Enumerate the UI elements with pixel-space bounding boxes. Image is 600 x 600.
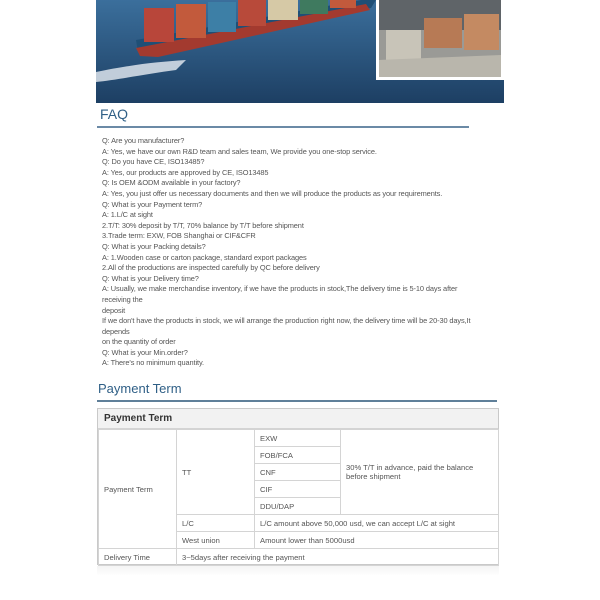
- faq-line: 3.Trade term: EXW, FOB Shanghai or CIF&CFR: [102, 231, 256, 241]
- tt-option: FOB/FCA: [255, 447, 341, 464]
- faq-line: A: There's no minimum quantity.: [102, 358, 204, 368]
- faq-line: on the quantity of order: [102, 337, 176, 347]
- tt-option: EXW: [255, 430, 341, 447]
- faq-line: A: 1.L/C at sight: [102, 210, 153, 220]
- lc-value: L/C amount above 50,000 usd, we can accept L/C at sight: [255, 515, 499, 532]
- faq-line: If we don't have the products in stock, we will arrange the production right now, the delivery time will be 20-30 days,It depends: [102, 316, 471, 336]
- faq-line: 2.T/T: 30% deposit by T/T, 70% balance by T/T before shipment: [102, 220, 304, 230]
- faq-line: Q: Is OEM &ODM available in your factory?: [102, 178, 241, 188]
- banner-image: [96, 0, 504, 103]
- faq-line: A: Yes, our products are approved by CE, ISO13485: [102, 167, 269, 177]
- faq-body: [102, 136, 472, 369]
- faq-line: A: Yes, we have our own R&D team and sales team, We provide you one-stop service.: [102, 146, 377, 156]
- faq-line: Q: What is your Delivery time?: [102, 273, 199, 283]
- west-union-value: Amount lower than 5000usd: [255, 532, 499, 549]
- faq-line: 2.All of the productions are inspected carefully by QC before delivery: [102, 263, 320, 273]
- bottom-fade: [97, 566, 499, 576]
- tt-option: CIF: [255, 481, 341, 498]
- faq-line: A: Yes, you just offer us necessary documents and then we will produce the products as your requirements.: [102, 188, 443, 198]
- delivery-time-value: 3~5days after receiving the payment: [177, 549, 499, 566]
- tt-option: CNF: [255, 464, 341, 481]
- tt-label: TT: [177, 430, 255, 515]
- payment-term-label: Payment Term: [99, 430, 177, 549]
- faq-line: deposit: [102, 305, 126, 315]
- payment-section-title: Payment Term: [98, 381, 182, 396]
- faq-title: FAQ: [100, 106, 129, 122]
- payment-table: [98, 429, 499, 566]
- faq-line: Q: What is your Packing details?: [102, 241, 206, 251]
- west-union-label: West union: [177, 532, 255, 549]
- faq-line: Q: Do you have CE, ISO13485?: [102, 157, 205, 167]
- tt-note: 30% T/T in advance, paid the balance before shipment: [341, 430, 499, 515]
- faq-divider: [97, 126, 469, 128]
- faq-line: Q: What is your Min.order?: [102, 347, 188, 357]
- faq-line: A: 1.Wooden case or carton package, standard export packages: [102, 252, 307, 262]
- faq-line: Q: What is your Payment term?: [102, 199, 203, 209]
- delivery-time-label: Delivery Time: [99, 549, 177, 566]
- payment-table-box: [97, 408, 499, 565]
- tt-option: DDU/DAP: [255, 498, 341, 515]
- payment-divider: [97, 400, 497, 402]
- payment-table-title: Payment Term: [98, 409, 498, 429]
- faq-line: A: Usually, we make merchandise inventory, if we have the products in stock,The delivery time is 5-10 days after receiving the: [102, 284, 458, 304]
- lc-label: L/C: [177, 515, 255, 532]
- faq-line: Q: Are you manufacturer?: [102, 136, 185, 145]
